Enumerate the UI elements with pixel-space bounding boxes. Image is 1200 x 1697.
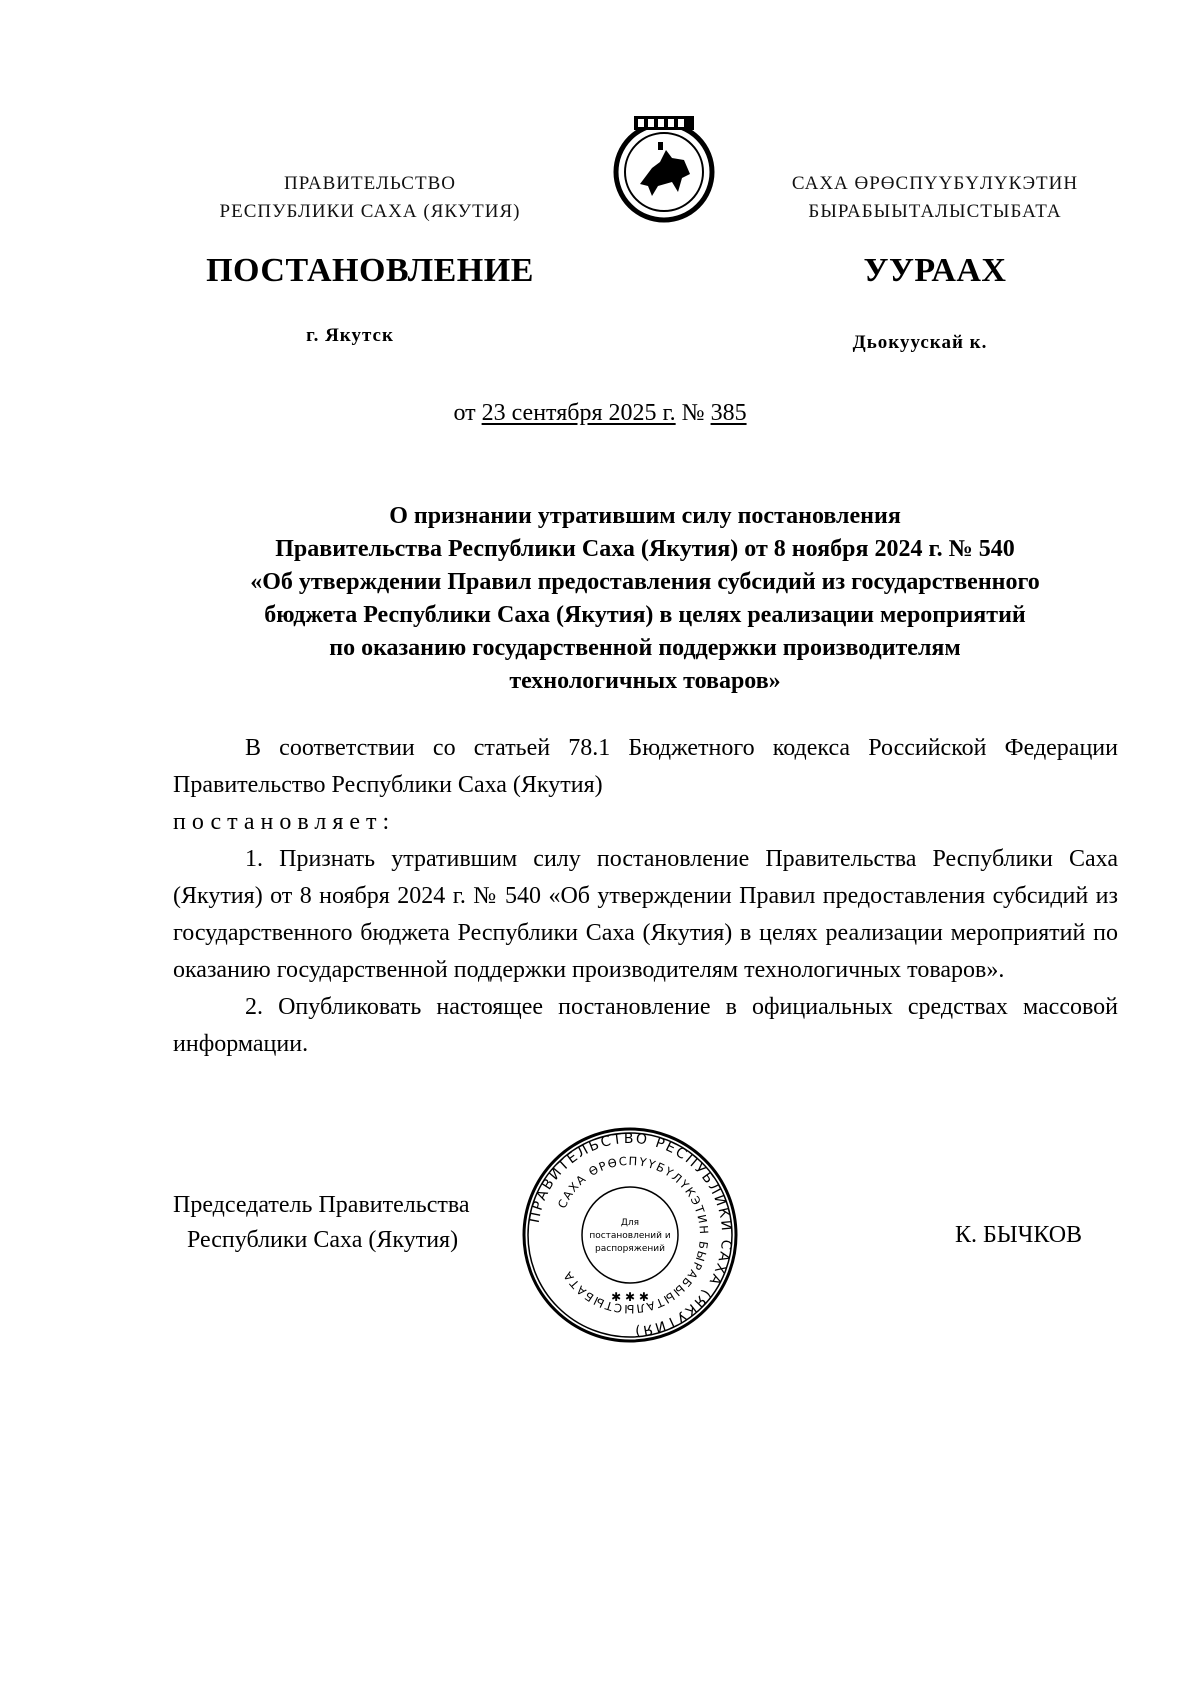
position-line2: Республики Саха (Якутия)	[187, 1227, 459, 1253]
document-date: 23 сентября 2025 г.	[481, 400, 676, 426]
city-sakha: Дьокуускай к.	[852, 332, 988, 353]
seal-inner-text: САХА ӨРӨСПҮҮБҮЛҮКЭТИН БЫРАБЫЫТАЛЫСТЫБАТА	[554, 1153, 712, 1317]
item-1: 1. Признать утратившим силу постановление Правительства Республики Саха (Якутия) от 8 ноября 2024 г. № 540 «Об утверждении Правил предоставления субсидий из государственного бюджета Республики Саха (Якутия) в целях реализации мероприятий по оказанию государственной поддержки производителям технологичных товаров».	[173, 846, 1118, 983]
position-line1: Председатель Правительства	[173, 1192, 470, 1218]
header-left	[170, 170, 570, 226]
seal-outer-text: ПРАВИТЕЛЬСТВО РЕСПУБЛИКИ САХА (ЯКУТИЯ)	[526, 1130, 735, 1339]
seal-center-line3: распоряжений	[595, 1244, 665, 1254]
document-body	[173, 730, 1118, 1063]
svg-text:✱ ✱ ✱: ✱ ✱ ✱	[611, 1290, 649, 1304]
header-right-line1: САХА ӨРӨСПҮҮБҮЛҮКЭТИН	[791, 173, 1079, 194]
item-2: 2. Опубликовать настоящее постановление в официальных средствах массовой информации.	[173, 994, 1118, 1057]
title-line: О признании утратившим силу постановления	[389, 503, 901, 529]
title-line: бюджета Республики Саха (Якутия) в целях реализации мероприятий	[264, 602, 1026, 628]
title-line: по оказанию государственной поддержки производителям	[329, 635, 961, 661]
header-right-line2: БЫРАБЫЫТАЛЫСТЫБАТА	[808, 201, 1062, 222]
coat-of-arms-emblem-icon	[608, 112, 720, 224]
title-line: Правительства Республики Саха (Якутия) от 8 ноября 2024 г. № 540	[275, 536, 1015, 562]
decrees-word: постановляет:	[173, 809, 396, 835]
signatory-name: К. БЫЧКОВ	[955, 1222, 1083, 1248]
document-number: 385	[710, 400, 747, 426]
preamble	[173, 730, 1118, 841]
title-line: «Об утверждении Правил предоставления субсидий из государственного	[250, 569, 1040, 595]
seal-center-line2: постановлений и	[589, 1231, 671, 1241]
seal-center-line1: Для	[620, 1218, 640, 1228]
preamble-text: В соответствии со статьей 78.1 Бюджетного кодекса Российской Федерации Правительство Республики Саха (Якутия)	[173, 735, 1118, 798]
header-left-line1: ПРАВИТЕЛЬСТВО	[284, 173, 456, 194]
doc-type-ru: ПОСТАНОВЛЕНИЕ	[206, 252, 534, 289]
document-title	[170, 500, 1120, 698]
signatory-position	[173, 1188, 470, 1258]
date-line	[0, 400, 1200, 427]
number-sign: №	[681, 400, 705, 426]
title-line: технологичных товаров»	[509, 668, 781, 694]
official-seal-stamp	[520, 1125, 740, 1345]
city-ru: г. Якутск	[306, 325, 394, 346]
doc-type-sakha: УУРААХ	[863, 252, 1007, 289]
header-right	[735, 170, 1135, 226]
date-prefix: от	[453, 400, 476, 426]
header-left-line2: РЕСПУБЛИКИ САХА (ЯКУТИЯ)	[219, 201, 521, 222]
